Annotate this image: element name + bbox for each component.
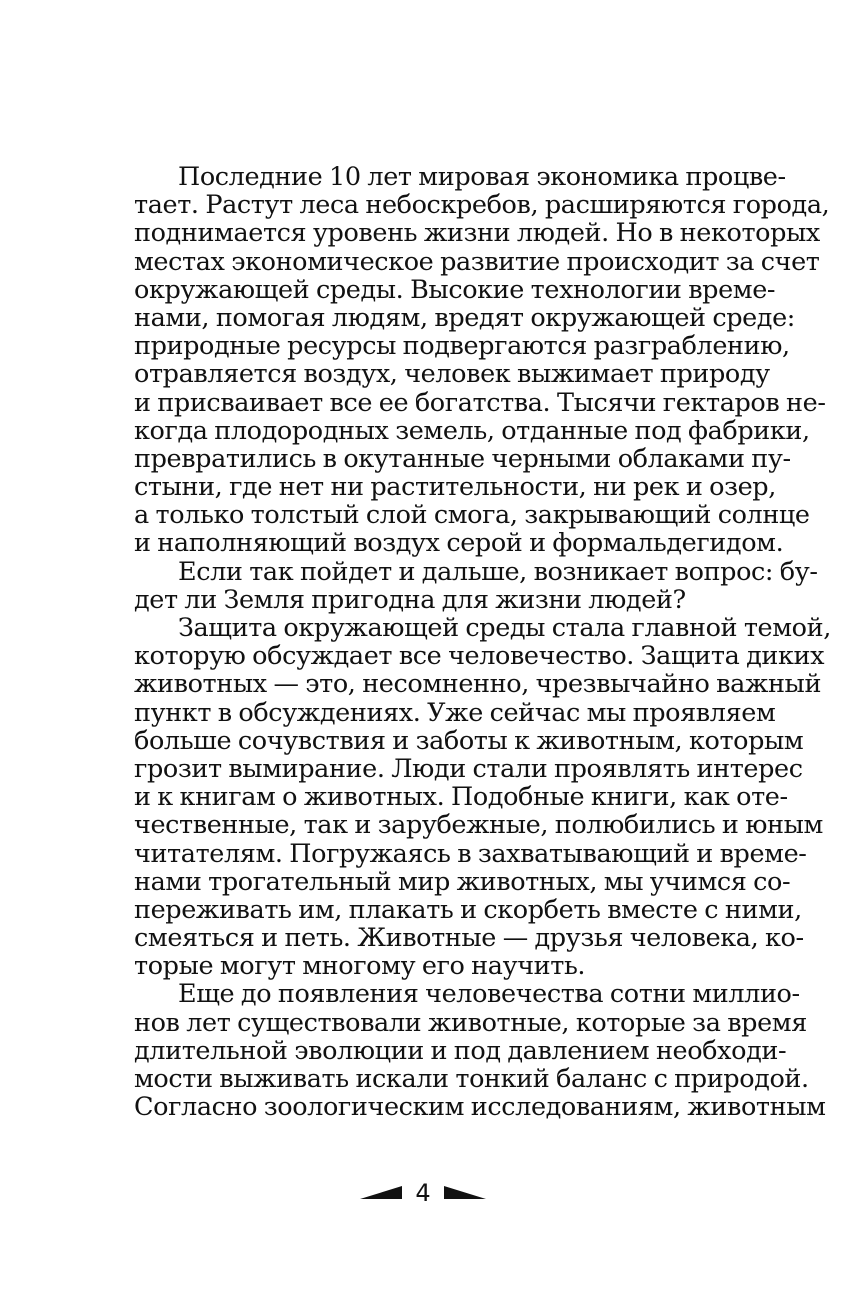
right-ornament-icon xyxy=(444,1186,486,1200)
text-line: нов лет существовали животные, которые за время xyxy=(134,1007,807,1038)
text-line: а только толстый слой смога, закрывающий солнце xyxy=(134,500,810,531)
paragraph xyxy=(134,556,818,615)
text-line: стыни, где нет ни растительности, ни рек и озер, xyxy=(134,472,776,503)
text-line: окружающей среды. Высокие технологии време- xyxy=(134,274,776,305)
text-line: длительной эволюции и под давлением необходи- xyxy=(134,1035,787,1066)
text-line: грозит вымирание. Люди стали проявлять интерес xyxy=(134,753,803,784)
text-line: нами, помогая людям, вредят окружающей среде: xyxy=(134,302,795,333)
text-line: торые могут многому его научить. xyxy=(134,951,586,982)
text-line: и наполняющий воздух серой и формальдегидом. xyxy=(134,528,784,559)
text-line: читателям. Погружаясь в захватывающий и време- xyxy=(134,838,807,869)
text-line: Еще до появления человечества сотни миллио- xyxy=(178,979,800,1010)
text-line: Согласно зоологическим исследованиям, животным xyxy=(134,1092,826,1123)
text-line: мости выживать искали тонкий баланс с природой. xyxy=(134,1064,809,1094)
text-line: Если так пойдет и дальше, возникает вопрос: бу- xyxy=(178,556,818,587)
text-line: и к книгам о животных. Подобные книги, как оте- xyxy=(134,782,788,813)
text-line: и присваивает все ее богатства. Тысячи гектаров не- xyxy=(134,387,826,418)
page-number: 4 xyxy=(415,1179,431,1207)
text-line: местах экономическое развитие происходит за счет xyxy=(134,246,820,277)
page-footer xyxy=(0,1180,845,1210)
page-body-text xyxy=(134,162,831,1123)
text-line: переживать им, плакать и скорбеть вместе с ними, xyxy=(134,894,802,925)
text-line: животных — это, несомненно, чрезвычайно важный xyxy=(134,669,822,700)
text-line: Последние 10 лет мировая экономика процве- xyxy=(178,162,786,192)
text-line: которую обсуждает все человечество. Защита диких xyxy=(134,641,825,672)
text-line: Защита окружающей среды стала главной темой, xyxy=(178,613,831,643)
text-line: поднимается уровень жизни людей. Но в некоторых xyxy=(134,218,820,249)
text-line: дет ли Земля пригодна для жизни людей? xyxy=(134,584,686,615)
left-ornament-icon xyxy=(360,1186,402,1200)
text-line: отравляется воздух, человек выжимает природу xyxy=(134,359,770,390)
text-line: тает. Растут леса небоскребов, расширяются города, xyxy=(134,190,830,221)
text-line: превратились в окутанные черными облаками пу- xyxy=(134,443,791,474)
paragraph xyxy=(134,613,831,982)
text-line: нами трогательный мир животных, мы учимся со- xyxy=(134,866,791,897)
text-line: пункт в обсуждениях. Уже сейчас мы проявляем xyxy=(134,697,776,728)
paragraph xyxy=(134,162,830,559)
paragraph xyxy=(134,979,826,1123)
text-line: больше сочувствия и заботы к животным, которым xyxy=(134,725,804,756)
text-line: природные ресурсы подвергаются разграблению, xyxy=(134,331,790,362)
text-line: чественные, так и зарубежные, полюбились и юным xyxy=(134,810,823,841)
text-line: смеяться и петь. Животные — друзья человека, ко- xyxy=(134,923,804,954)
text-line: когда плодородных земель, отданные под фабрики, xyxy=(134,415,810,446)
